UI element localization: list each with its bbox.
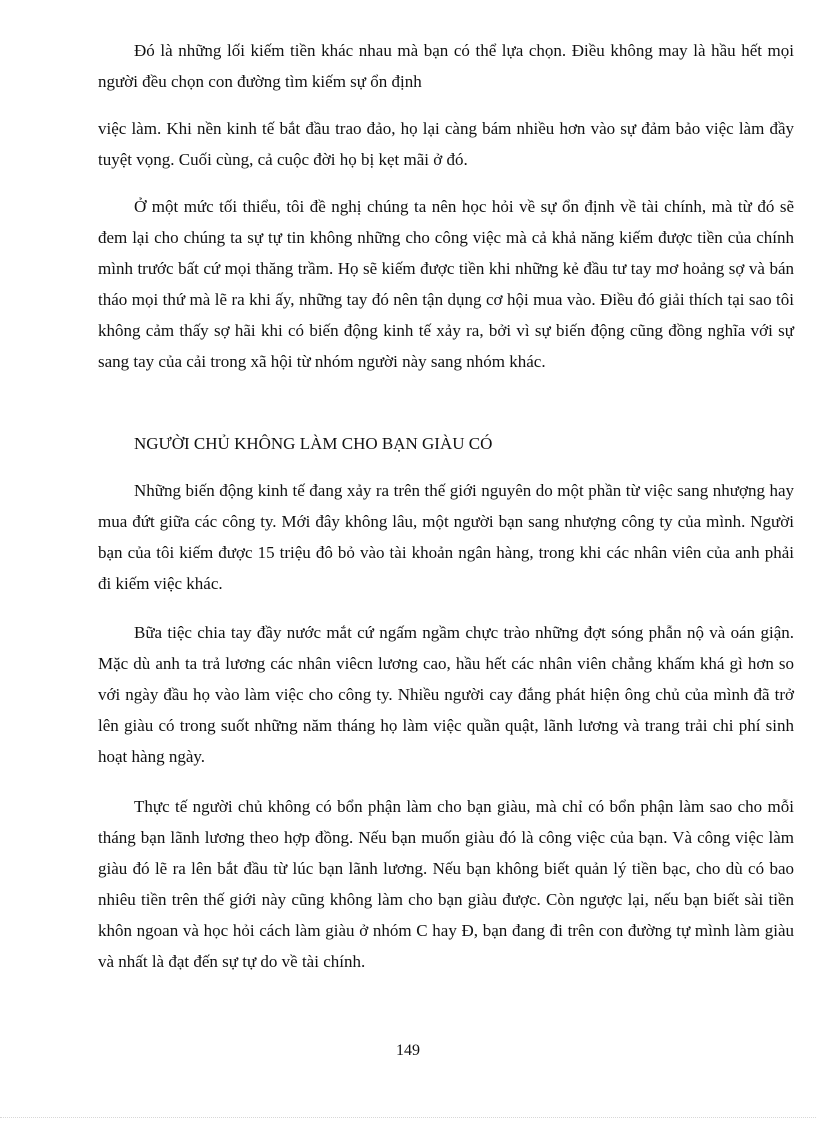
page-bottom-divider	[0, 1117, 816, 1118]
paragraph-6: Thực tế người chủ không có bổn phận làm cho bạn giàu, mà chỉ có bổn phận làm sao cho mỗi tháng bạn lãnh lương theo hợp đồng. Nếu bạn muốn giàu đó là công việc của bạn. Và công việc làm giàu đó lẽ ra lên bắt đầu từ lúc bạn lãnh lương. Nếu bạn không biết quản lý tiền bạc, cho dù có bao nhiêu tiền trên thế giới này cũng không làm cho bạn giàu được. Còn ngược lại, nếu bạn biết sài tiền khôn ngoan và học hỏi cách làm giàu ở nhóm C hay Đ, bạn đang đi trên con đường tự mình làm giàu và nhất là đạt đến sự tự do về tài chính.	[98, 797, 794, 971]
page-number: 149	[396, 1042, 420, 1059]
paragraph-2: việc làm. Khi nền kinh tế bắt đầu trao đảo, họ lại càng bám nhiều hơn vào sự đảm bảo việc làm đầy tuyệt vọng. Cuối cùng, cả cuộc đời họ bị kẹt mãi ở đó.	[98, 119, 794, 169]
section-heading: NGƯỜI CHỦ KHÔNG LÀM CHO BẠN GIÀU CÓ	[134, 434, 493, 453]
paragraph-3: Ở một mức tối thiểu, tôi đề nghị chúng ta nên học hỏi về sự ổn định về tài chính, mà từ đó sẽ đem lại cho chúng ta sự tự tin không những cho công việc mà cả khả năng kiếm được tiền của chính mình trước bất cứ mọi thăng trầm. Họ sẽ kiếm được tiền khi những kẻ đầu tư tay mơ hoảng sợ và bán tháo mọi thứ mà lẽ ra khi ấy, những tay đó nên tận dụng cơ hội mua vào. Điều đó giải thích tại sao tôi không cảm thấy sợ hãi khi có biến động kinh tế xảy ra, bởi vì sự biến động cũng đồng nghĩa với sự sang tay của cải trong xã hội từ nhóm người này sang nhóm khác.	[98, 197, 794, 371]
paragraph-5: Bữa tiệc chia tay đầy nước mắt cứ ngấm ngầm chực trào những đợt sóng phẫn nộ và oán giận. Mặc dù anh ta trả lương các nhân viêcn lương cao, hầu hết các nhân viên chẳng khấm khá gì hơn so với ngày đầu họ vào làm việc cho công ty. Nhiều người cay đắng phát hiện ông chủ của mình đã trở lên giàu có trong suốt những năm tháng họ làm việc quần quật, lãnh lương và trang trải chi phí sinh hoạt hàng ngày.	[98, 623, 794, 766]
paragraph-4: Những biến động kinh tế đang xảy ra trên thế giới nguyên do một phần từ việc sang nhượng hay mua đứt giữa các công ty. Mới đây không lâu, một người bạn sang nhượng công ty của mình. Người bạn của tôi kiếm được 15 triệu đô bỏ vào tài khoản ngân hàng, trong khi các nhân viên của anh phải đi kiếm việc khác.	[98, 481, 794, 593]
paragraph-1: Đó là những lối kiếm tiền khác nhau mà bạn có thể lựa chọn. Điều không may là hầu hết mọi người đều chọn con đường tìm kiếm sự ổn định	[98, 41, 794, 91]
